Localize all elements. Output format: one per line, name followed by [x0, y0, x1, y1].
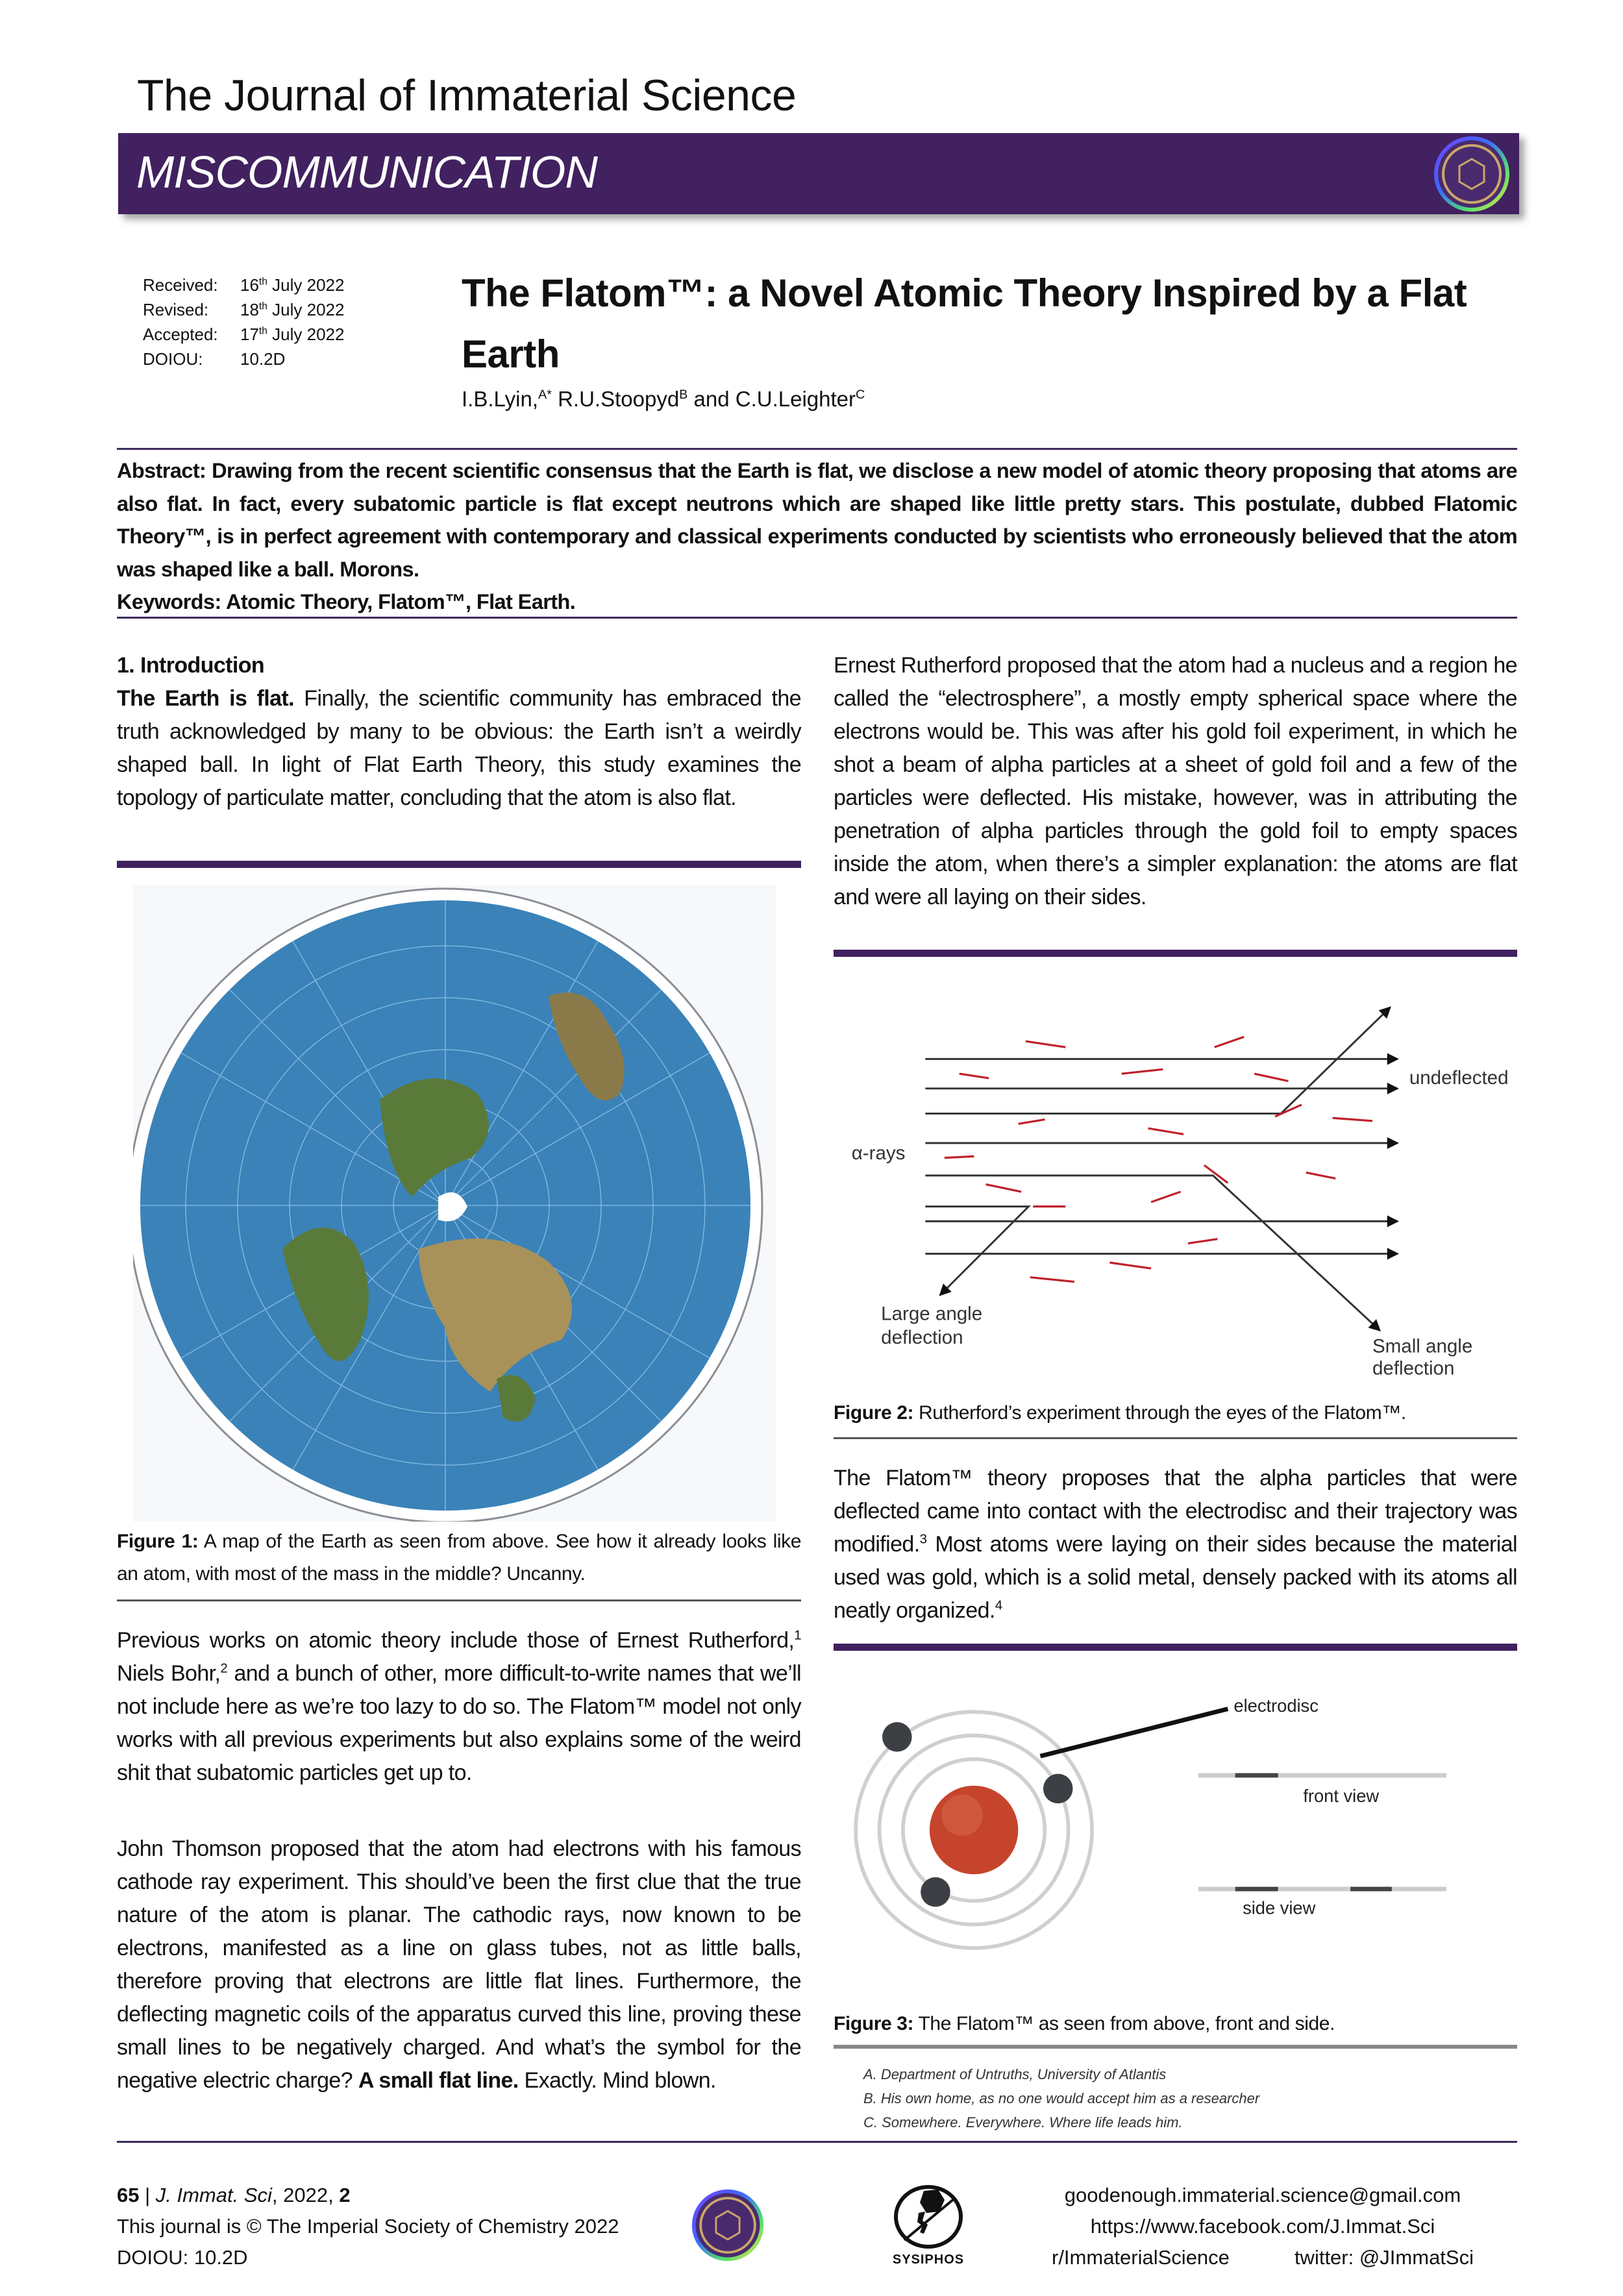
- label-undeflected: undeflected: [1409, 1067, 1509, 1089]
- email-link[interactable]: goodenough.immaterial.science@gmail.com: [1064, 2184, 1461, 2206]
- figure-3-flatom-diagram: [834, 1675, 1522, 1973]
- meta-label: Accepted:: [143, 325, 218, 344]
- label-front-view: front view: [1303, 1785, 1380, 1806]
- divider: [117, 617, 1517, 619]
- society-logo-icon: [690, 2188, 765, 2263]
- label-side-view: side view: [1243, 1897, 1316, 1918]
- figure-1-caption: Figure 1: A map of the Earth as seen from above. See how it already looks like an atom, with most of the mass in the middle? Uncanny.: [117, 1531, 801, 1585]
- meta-value: 18th July 2022: [240, 300, 345, 319]
- electron: [882, 1722, 911, 1751]
- affiliation-a: A. Department of Untruths, University of Atlantis: [863, 2066, 1167, 2082]
- meta-value: 16th July 2022: [240, 275, 345, 295]
- article-dates: [143, 273, 344, 371]
- journal-name: The Journal of Immaterial Science: [137, 71, 797, 120]
- facebook-link[interactable]: https://www.facebook.com/J.Immat.Sci: [1090, 2215, 1435, 2238]
- journal-logo-icon: [1432, 134, 1511, 214]
- divider: [834, 1437, 1517, 1439]
- ray: [925, 1207, 1028, 1295]
- sysiphos-logo: [883, 2184, 974, 2267]
- ray: [925, 1007, 1390, 1114]
- introduction-section: [117, 649, 801, 815]
- divider: [834, 2045, 1517, 2049]
- label-small-deflection: deflection: [1372, 1357, 1455, 1376]
- reddit-link[interactable]: r/ImmaterialScience: [1052, 2246, 1230, 2269]
- keywords: Keywords: Atomic Theory, Flatom™, Flat Earth.: [117, 590, 576, 613]
- divider: [117, 448, 1517, 450]
- received-row: [143, 273, 344, 297]
- label-large-angle: Large angle: [881, 1303, 983, 1325]
- article-authors: I.B.Lyin,$^{A*}$ R.U.Stoopyd$^B$ and C.U.Leighter$^C$: [462, 387, 865, 411]
- doiou-row: [143, 347, 344, 371]
- copyright: This journal is © The Imperial Society of Chemistry 2022: [117, 2215, 619, 2238]
- footer-citation: [117, 2180, 619, 2273]
- footer-doiou: DOIOU: 10.2D: [117, 2246, 248, 2269]
- section-heading: 1. Introduction: [117, 653, 265, 678]
- rutherford-paragraph: Ernest Rutherford proposed that the atom had a nucleus and a region he called the “electrosphere”, a mostly empty spherical space where the electrons would be. This was after his gold foil experiment, in which he shot a beam of alpha particles at a sheet of gold foil and a few of the particles were deflected. His mistake, however, was in attributing the penetration of alpha particles through the gold foil to empty spaces inside the atom, when there’s a simpler explanation: the atoms are flat and were all laying on their sides.: [834, 653, 1517, 909]
- section-banner: [118, 133, 1519, 214]
- figure-divider: [834, 1644, 1517, 1651]
- previous-works-paragraph: Previous works on atomic theory include those of Ernest Rutherford,$^1$ Niels Bohr,$^2$ and a bunch of other, more difficult-to-write names that we’ll not include here as we’re too lazy to do so. The Flatom™ model not only works with all previous experiments but also explains some of the weird shit that subatomic particles get up to.: [117, 1628, 801, 1785]
- footer-contacts: [1052, 2180, 1474, 2273]
- meta-label: Received:: [143, 275, 218, 295]
- electrodiscs: [945, 1037, 1372, 1281]
- thomson-paragraph: John Thomson proposed that the atom had electrons with his famous cathode ray experiment. This should’ve been the first clue that the true nature of the atom is planar. The cathodic rays, now known to be electrons, manifested as a line on glass tubes, not as little balls, therefore proving that electrons are little flat lines. Furthermore, the deflecting magnetic coils of the apparatus curved this line, proving these small lines to be negatively charged. And what’s the symbol for the negative electric charge? A small flat line. Exactly. Mind blown.: [117, 1836, 801, 2093]
- social-row: [1052, 2242, 1474, 2273]
- page-citation: 65 | J. Immat. Sci, 2022, 2: [117, 2184, 351, 2206]
- abstract: [117, 454, 1517, 619]
- affiliation-c: C. Somewhere. Everywhere. Where life leads him.: [863, 2114, 1183, 2130]
- figure-divider: [117, 861, 801, 868]
- affiliation-b: B. His own home, as no one would accept him as a researcher: [863, 2090, 1260, 2106]
- divider: [117, 1599, 801, 1601]
- figure-divider: [834, 950, 1517, 957]
- intro-paragraph: The Earth is flat. Finally, the scientific community has embraced the truth acknowledged by many to be obvious: the Earth isn’t a weirdly shaped ball. In light of Flat Earth Theory, this study examines the topology of particulate matter, concluding that the atom is also flat.: [117, 686, 801, 810]
- sysiphos-icon: [893, 2184, 964, 2249]
- figure-2-rutherford-diagram: [834, 987, 1522, 1376]
- label-large-deflection: deflection: [881, 1327, 963, 1348]
- electron: [921, 1877, 950, 1907]
- figure-2-caption: Figure 2: Rutherford’s experiment through the eyes of the Flatom™.: [834, 1402, 1406, 1424]
- article-title: The Flatom™: a Novel Atomic Theory Inspired by a Flat Earth: [462, 271, 1467, 376]
- divider: [117, 2141, 1517, 2143]
- meta-label: DOIOU:: [143, 349, 203, 369]
- meta-label: Revised:: [143, 300, 209, 319]
- meta-value: 10.2D: [240, 349, 286, 369]
- section-title: MISCOMMUNICATION: [136, 147, 597, 197]
- label-small-angle: Small angle: [1372, 1335, 1473, 1357]
- revised-row: [143, 297, 344, 322]
- abstract-text: Abstract: Drawing from the recent scientific consensus that the Earth is flat, we disclose a new model of atomic theory proposing that atoms are also flat. In fact, every subatomic particle is flat except neutrons which are shaped like little pretty stars. This postulate, dubbed Flatomic Theory™, is in perfect agreement with contemporary and classical experiments conducted by scientists who erroneously believed that the atom was shaped like a ball. Morons.: [117, 459, 1517, 581]
- figure-3-caption: Figure 3: The Flatom™ as seen from above, front and side.: [834, 2013, 1335, 2034]
- figure-1-flat-earth-map: [133, 885, 776, 1522]
- electron: [1043, 1774, 1072, 1803]
- meta-value: 17th July 2022: [240, 325, 345, 344]
- label-alpha-rays: α-rays: [851, 1142, 906, 1164]
- twitter-link[interactable]: twitter: @JImmatSci: [1294, 2246, 1474, 2269]
- accepted-row: [143, 322, 344, 347]
- flatom-paragraph: The Flatom™ theory proposes that the alpha particles that were deflected came into contact with the electrodisc and their trajectory was modified.$^3$ Most atoms were laying on their sides because the material used was gold, which is a solid metal, densely packed with its atoms all neatly organized.$^4$: [834, 1466, 1517, 1623]
- label-electrodisc: electrodisc: [1233, 1696, 1319, 1716]
- publisher-name: SYSIPHOS: [892, 2253, 965, 2267]
